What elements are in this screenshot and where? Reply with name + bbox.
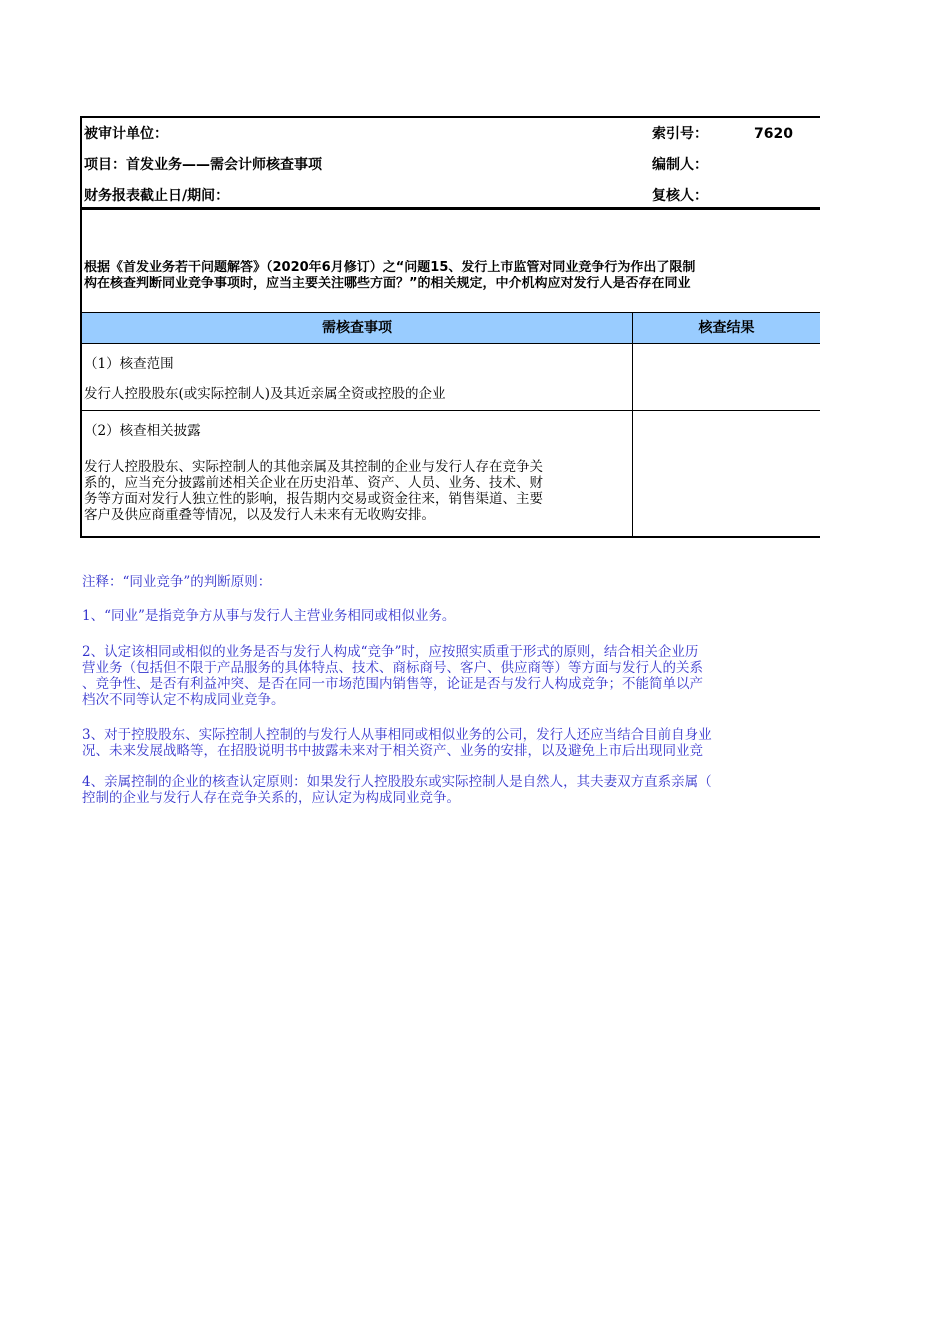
body-line: 客户及供应商重叠等情况，以及发行人未来有无收购安排。 [84, 507, 435, 523]
note-line: 1、“同业”是指竞争方从事与发行人主营业务相同或相似业务。 [82, 608, 456, 624]
reviewer-label: 复核人： [652, 188, 708, 204]
note-line: 4、亲属控制的企业的核查认定原则：如果发行人控股股东或实际控制人是自然人，其夫妻双方直系亲属（ [82, 774, 712, 790]
notes-title-text: 注释：“同业竞争”的判断原则： [82, 574, 272, 590]
note-line: 营业务（包括但不限于产品服务的具体特点、技术、商标商号、客户、供应商等）等方面与发行人的关系 [82, 660, 703, 676]
result-cell[interactable] [633, 411, 820, 536]
col-header-results: 核查结果 [698, 320, 755, 336]
note-line: 2、认定该相同或相似的业务是否与发行人构成“竞争”时，应按照实质重于形式的原则，结合相关企业历 [82, 644, 699, 660]
header-block [80, 116, 820, 210]
note-item [82, 608, 818, 624]
header-row-audited-unit [82, 119, 820, 149]
note-line: 控制的企业与发行人存在竞争关系的，应认定为构成同业竞争。 [82, 790, 460, 806]
section-body [84, 459, 630, 523]
project-label: 项目：首发业务——需会计师核查事项 [84, 157, 322, 173]
check-table [80, 312, 820, 538]
body-line: 务等方面对发行人独立性的影响，报告期内交易或资金往来，销售渠道、主要 [84, 491, 543, 507]
note-item [82, 644, 818, 708]
table-row [82, 411, 820, 536]
header-row-period [82, 181, 820, 211]
index-value: 7620 [754, 126, 793, 142]
intro-box [80, 210, 820, 313]
table-header-row [82, 312, 820, 344]
result-cell[interactable] [633, 344, 820, 410]
index-label: 索引号： [652, 126, 708, 142]
body-line: 发行人控股股东、实际控制人的其他亲属及其控制的企业与发行人存在竞争关 [84, 459, 543, 475]
table-row [82, 344, 820, 411]
body-line: 发行人控股股东(或实际控制人)及其近亲属全资或控股的企业 [84, 386, 446, 402]
note-line: 、竞争性、是否有利益冲突、是否在同一市场范围内销售等，论证是否与发行人构成竞争；不能简单以产 [82, 676, 703, 692]
note-line: 况、未来发展战略等，在招股说明书中披露未来对于相关资产、业务的安排，以及避免上市后出现同业竞 [82, 743, 703, 759]
check-item-cell [82, 411, 633, 536]
intro-paragraph [84, 260, 820, 292]
period-label: 财务报表截止日/期间： [84, 188, 230, 204]
header-row-project [82, 150, 820, 180]
note-line: 档次不同等认定不构成同业竞争。 [82, 692, 285, 708]
note-item [82, 727, 818, 759]
section-title: （2）核查相关披露 [84, 423, 201, 439]
note-line: 3、对于控股股东、实际控制人控制的与发行人从事相同或相似业务的公司，发行人还应当结合目前自身业 [82, 727, 712, 743]
check-item-cell [82, 344, 633, 410]
intro-line: 构在核查判断同业竞争事项时，应当主要关注哪些方面？”的相关规定，中介机构应对发行人是否存在同业 [84, 276, 691, 291]
intro-line: 根据《首发业务若干问题解答》（2020年6月修订）之“问题15、发行上市监管对同业竞争行为作出了限制 [84, 260, 696, 275]
section-body [84, 386, 630, 402]
section-title: （1）核查范围 [84, 356, 174, 372]
notes-title [82, 574, 818, 590]
note-item [82, 774, 818, 806]
preparer-label: 编制人： [652, 157, 708, 173]
body-line: 系的，应当充分披露前述相关企业在历史沿革、资产、人员、业务、技术、财 [84, 475, 543, 491]
audited-unit-label: 被审计单位： [84, 126, 168, 142]
col-header-items: 需核查事项 [82, 313, 633, 343]
